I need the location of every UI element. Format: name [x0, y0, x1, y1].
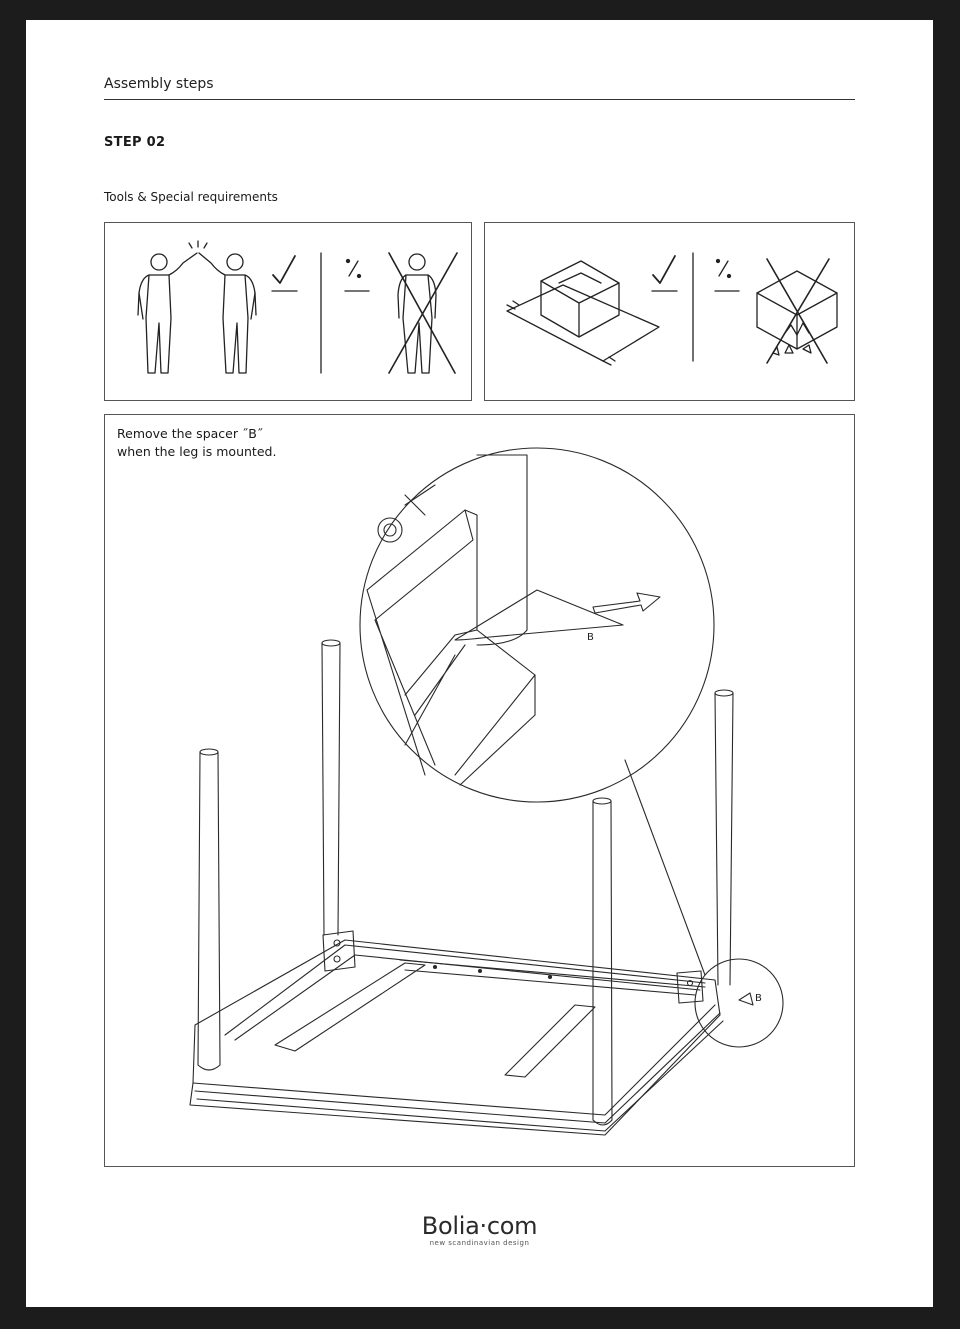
table-leg-back-left [322, 640, 340, 935]
checkmark-icon [653, 256, 675, 283]
table-leg-back-right [715, 690, 733, 985]
two-people-panel [104, 222, 472, 401]
detail-callout-label: B [755, 993, 762, 1004]
bolia-logo: Bolia·com [421, 1212, 538, 1240]
checkmark-icon [273, 256, 295, 283]
instruction-line-1: Remove the spacer ˝B˝ [117, 426, 264, 441]
step-label: STEP 02 [104, 135, 166, 150]
tools-requirements-label: Tools & Special requirements [104, 190, 278, 204]
header-divider [104, 99, 855, 100]
box-on-hard-floor-crossed-icon [757, 259, 837, 363]
box-on-rug-icon [507, 261, 659, 365]
percent-icon [715, 260, 739, 292]
two-person-high-five-icon [138, 241, 256, 373]
manual-page [26, 20, 933, 1307]
percent-icon [345, 260, 369, 292]
single-person-crossed-icon [389, 253, 457, 373]
assembly-diagram-panel [104, 414, 855, 1167]
instruction-line-2: when the leg is mounted. [117, 444, 277, 459]
soft-surface-panel [484, 222, 855, 401]
bolia-tagline: new scandinavian design [429, 1239, 530, 1247]
detail-callout-circle [695, 959, 783, 1047]
page-header-title: Assembly steps [104, 76, 214, 92]
zoom-detail-circle [360, 448, 714, 802]
zoom-callout-label: B [587, 632, 594, 643]
table-frame [190, 931, 723, 1135]
table-leg-front-right [593, 798, 612, 1125]
